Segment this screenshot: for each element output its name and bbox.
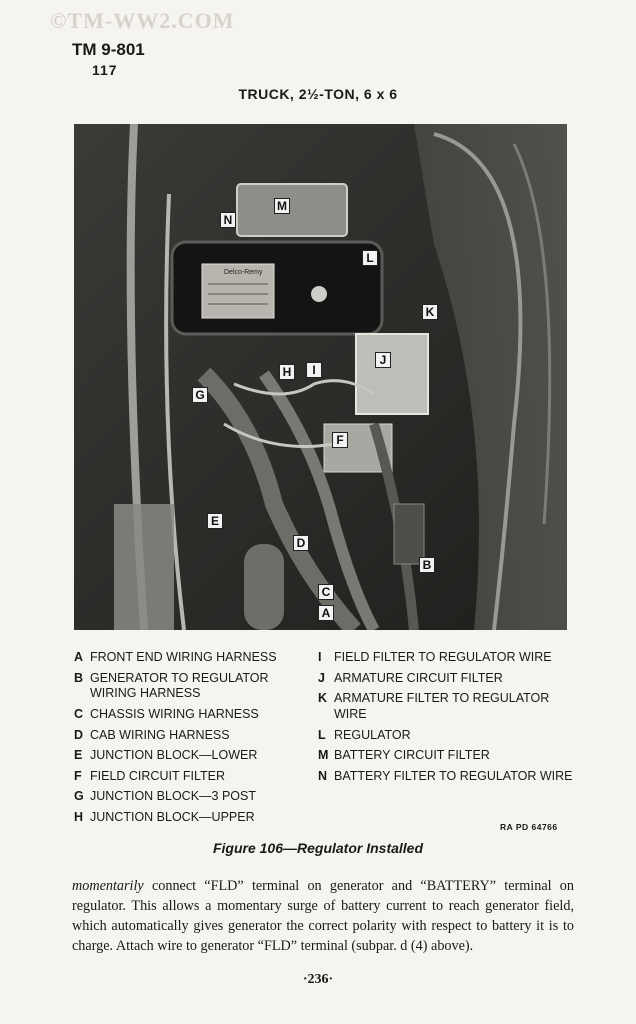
legend-item	[318, 728, 578, 744]
legend-text: FIELD FILTER TO REGULATOR WIRE	[334, 650, 552, 664]
legend-key: H	[74, 810, 84, 824]
legend-text: BATTERY CIRCUIT FILTER	[334, 748, 490, 763]
callout-B: B	[419, 557, 435, 573]
legend-key: A	[74, 650, 84, 664]
body-text: connect “FLD” terminal on generator and “BATTERY” terminal on regulator. This allows a momentary surge of battery current to reach generator field, which automatically gives generator the correct polarity with respect to battery it is to charge. Attach wire to generator “FLD” terminal (subpar. d (4) above).	[72, 878, 574, 954]
legend-text: JUNCTION BLOCK—UPPER	[90, 810, 255, 824]
watermark: ©TM-WW2.COM	[50, 8, 235, 33]
regulator-photo	[74, 124, 567, 630]
legend-text: GENERATOR TO REGULATOR WIRING HARNESS	[90, 670, 269, 701]
callout-H: H	[279, 364, 295, 380]
section-number: 117	[92, 62, 118, 78]
legend-key: B	[74, 670, 84, 685]
legend-text: FIELD CIRCUIT FILTER	[90, 768, 225, 783]
legend-text: ARMATURE FILTER TO REGULATOR WIRE	[334, 691, 550, 721]
legend-key: F	[74, 768, 82, 783]
legend-key: N	[318, 768, 328, 783]
callout-F: F	[332, 432, 348, 448]
callout-C: C	[318, 584, 334, 600]
legend-key: I	[318, 650, 322, 664]
legend-key: K	[318, 691, 328, 706]
legend-key: G	[74, 789, 84, 804]
legend-right	[318, 650, 578, 789]
emphasis-word: momentarily	[72, 878, 144, 894]
legend-key: L	[318, 727, 326, 742]
figure-caption: Figure 106—Regulator Installed	[212, 840, 424, 856]
legend-key: D	[74, 727, 84, 742]
callout-M: M	[274, 198, 290, 214]
ra-number: RA PD 64766	[500, 822, 558, 832]
callout-N: N	[220, 212, 236, 228]
legend-key: M	[318, 748, 329, 763]
legend-text: JUNCTION BLOCK—LOWER	[90, 748, 258, 763]
legend-text: FRONT END WIRING HARNESS	[90, 650, 277, 664]
legend-item	[74, 728, 314, 744]
legend-left	[74, 650, 314, 831]
callout-E: E	[207, 513, 223, 529]
legend-item	[74, 810, 314, 826]
legend-key: E	[74, 748, 83, 763]
page-title: TRUCK, 2½-TON, 6 x 6	[238, 86, 398, 102]
legend-item	[318, 650, 578, 666]
legend-item	[74, 748, 314, 764]
legend-item	[74, 707, 314, 723]
callout-L: L	[362, 250, 378, 266]
legend-item	[74, 671, 314, 702]
legend-text: ARMATURE CIRCUIT FILTER	[334, 670, 503, 685]
regulator-plate-label: Delco-Remy	[224, 269, 263, 276]
legend-text: REGULATOR	[334, 727, 411, 742]
legend-text: CHASSIS WIRING HARNESS	[90, 706, 259, 721]
callout-I: I	[306, 362, 322, 378]
legend-item	[318, 691, 578, 722]
callout-D: D	[293, 535, 309, 551]
legend-item	[318, 769, 578, 785]
legend-key: C	[74, 706, 84, 721]
callout-G: G	[192, 387, 208, 403]
page-number: ·236·	[302, 972, 334, 987]
legend-item	[318, 671, 578, 687]
callout-J: J	[375, 352, 391, 368]
legend-text: JUNCTION BLOCK—3 POST	[90, 789, 256, 804]
legend-text: CAB WIRING HARNESS	[90, 727, 230, 742]
legend-item	[74, 650, 314, 666]
callout-K: K	[422, 304, 438, 320]
legend-item	[318, 748, 578, 764]
legend-item	[74, 789, 314, 805]
legend-key: J	[318, 670, 325, 685]
manual-number: TM 9-801	[72, 40, 145, 59]
callout-A: A	[318, 605, 334, 621]
body-paragraph	[72, 876, 574, 956]
legend-item	[74, 769, 314, 785]
legend-text: BATTERY FILTER TO REGULATOR WIRE	[334, 768, 573, 783]
